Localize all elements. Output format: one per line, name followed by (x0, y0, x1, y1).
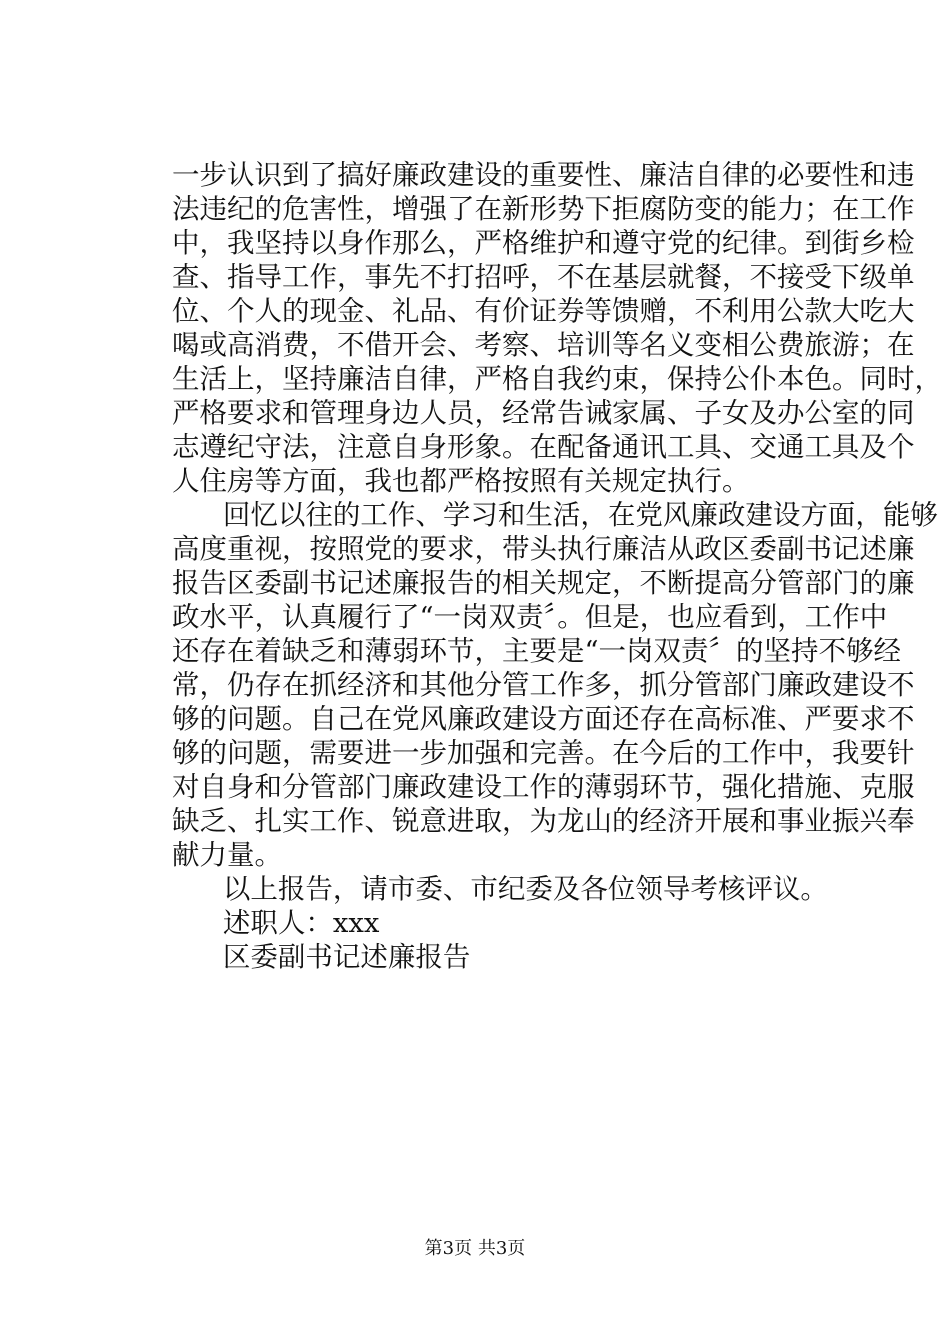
paragraph-line: 喝或高消费，不借开会、考察、培训等名义变相公费旅游；在 (172, 329, 915, 361)
paragraph-line: 查、指导工作，事先不打招呼，不在基层就餐，不接受下级单 (172, 261, 915, 293)
document-body (172, 158, 942, 974)
paragraph-line: 还存在着缺乏和薄弱环节，主要是“一岗双责〞的坚持不够经 (172, 635, 902, 667)
paragraph-line: 生活上，坚持廉洁自律，严格自我约束，保持公仆本色。同时， (172, 363, 942, 395)
paragraph-line: 一步认识到了搞好廉政建设的重要性、廉洁自律的必要性和违 (172, 159, 915, 191)
paragraph-line: 对自身和分管部门廉政建设工作的薄弱环节，强化措施、克服 (172, 771, 915, 803)
paragraph-line: 回忆以往的工作、学习和生活，在党风廉政建设方面，能够 (222, 499, 938, 531)
closing-line: 以上报告，请市委、市纪委及各位领导考核评议。 (222, 873, 828, 905)
paragraph-line: 够的问题。自己在党风廉政建设方面还存在高标准、严要求不 (172, 703, 915, 735)
paragraph-line: 报告区委副书记述廉报告的相关规定，不断提高分管部门的廉 (172, 567, 915, 599)
paragraph-line: 献力量。 (172, 839, 282, 871)
paragraph-line: 法违纪的危害性，增强了在新形势下拒腐防变的能力；在工作 (172, 193, 915, 225)
signature-line: 述职人：xxx (222, 907, 380, 939)
paragraph-line: 够的问题，需要进一步加强和完善。在今后的工作中，我要针 (172, 737, 915, 769)
paragraph-line: 志遵纪守法，注意自身形象。在配备通讯工具、交通工具及个 (172, 431, 915, 463)
paragraph-line: 常，仍存在抓经济和其他分管工作多，抓分管部门廉政建设不 (172, 669, 915, 701)
document-title-line: 区委副书记述廉报告 (222, 941, 471, 973)
paragraph-line: 中，我坚持以身作那么，严格维护和遵守党的纪律。到街乡检 (172, 227, 915, 259)
paragraph-line: 人住房等方面，我也都严格按照有关规定执行。 (172, 465, 750, 497)
page-footer: 第3页 共3页 (424, 1238, 526, 1259)
paragraph-line: 缺乏、扎实工作、锐意进取，为龙山的经济开展和事业振兴奉 (172, 805, 915, 837)
paragraph-line: 政水平，认真履行了“一岗双责〞。但是，也应看到，工作中 (172, 601, 888, 633)
paragraph-line: 位、个人的现金、礼品、有价证券等馈赠，不利用公款大吃大 (172, 295, 915, 327)
paragraph-line: 高度重视，按照党的要求，带头执行廉洁从政区委副书记述廉 (172, 533, 915, 565)
paragraph-line: 严格要求和管理身边人员，经常告诫家属、子女及办公室的同 (172, 397, 915, 429)
